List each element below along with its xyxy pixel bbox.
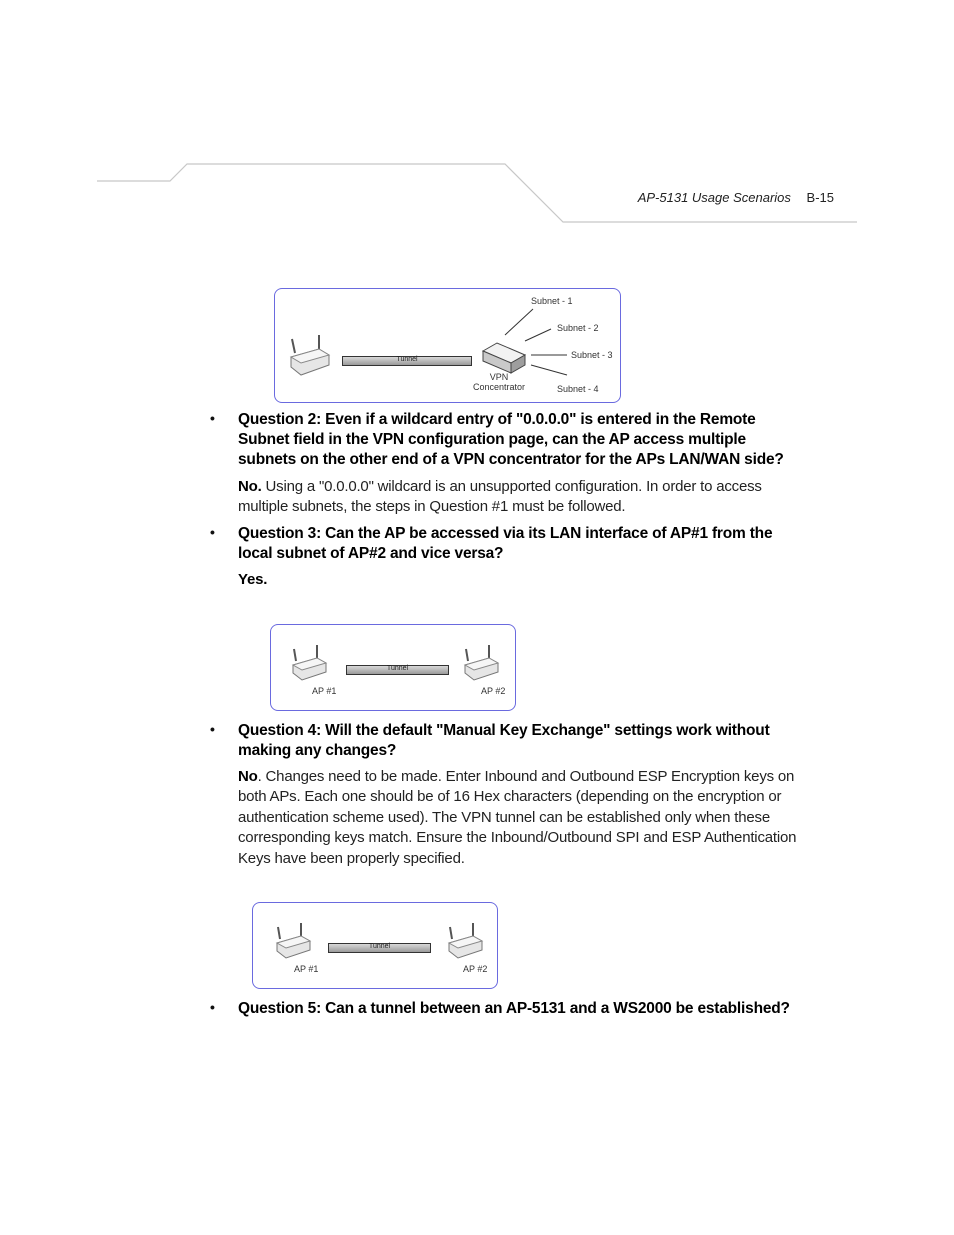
answer-3-lead: Yes. bbox=[238, 571, 268, 588]
tunnel-bar bbox=[346, 665, 449, 675]
answer-4-lead: No bbox=[238, 768, 258, 785]
access-point-icon bbox=[291, 335, 329, 375]
subnet-4-link bbox=[531, 365, 567, 375]
subnet-3-label: Subnet - 3 bbox=[571, 350, 613, 360]
subnet-2-link bbox=[525, 329, 551, 341]
answer-3 bbox=[238, 570, 808, 590]
answer-2-lead: No. bbox=[238, 478, 262, 495]
ap1-icon bbox=[277, 923, 310, 958]
tunnel-label: Tunnel bbox=[386, 665, 409, 672]
question-4: Question 4: Will the default "Manual Key Exchange" settings work without making any changes? bbox=[238, 722, 770, 759]
figure-ap-to-ap-tunnel-2 bbox=[252, 902, 498, 989]
subnet-1-label: Subnet - 1 bbox=[531, 296, 573, 306]
tunnel-bar bbox=[328, 943, 431, 953]
tunnel-label: Tunnel bbox=[368, 943, 391, 950]
vpn-label-line1: VPN bbox=[489, 372, 509, 382]
answer-4-body: . Changes need to be made. Enter Inbound and Outbound ESP Encryption keys on both APs. Each one should be of 16 Hex characters (depending on the encryption or authentication scheme used). The VPN tunnel can be established only when these corresponding keys match. Ensure the Inbound/Outbound SPI and ESP Authentication Keys have been properly specified. bbox=[238, 768, 797, 867]
header-title: AP-5131 Usage Scenarios bbox=[637, 190, 791, 205]
answer-4 bbox=[238, 767, 808, 869]
subnet-1-link bbox=[505, 309, 533, 335]
figure-ap-to-ap-tunnel bbox=[270, 624, 516, 711]
answer-2 bbox=[238, 477, 808, 518]
page-number: B-15 bbox=[806, 190, 834, 205]
ap1-icon bbox=[293, 645, 326, 680]
question-3: Question 3: Can the AP be accessed via its LAN interface of AP#1 from the local subnet of AP#2 and vice versa? bbox=[238, 525, 773, 562]
running-header bbox=[638, 190, 834, 205]
bullet: • bbox=[210, 410, 215, 426]
tunnel-bar bbox=[342, 356, 472, 366]
ap1-label: AP #1 bbox=[294, 964, 319, 974]
bullet: • bbox=[210, 721, 215, 737]
ap2-icon bbox=[449, 923, 482, 958]
vpn-label-line2: Concentrator bbox=[472, 382, 526, 392]
bullet: • bbox=[210, 524, 215, 540]
ap2-label: AP #2 bbox=[463, 964, 488, 974]
vpn-concentrator-icon bbox=[483, 343, 525, 373]
question-5: Question 5: Can a tunnel between an AP-5131 and a WS2000 be established? bbox=[238, 1000, 790, 1017]
answer-2-body: Using a "0.0.0.0" wildcard is an unsupported configuration. In order to access multiple subnets, the steps in Question #1 must be followed. bbox=[238, 478, 762, 516]
tunnel-label: Tunnel bbox=[396, 356, 418, 363]
ap2-icon bbox=[465, 645, 498, 680]
vpn-label bbox=[471, 372, 527, 392]
ap2-label: AP #2 bbox=[481, 686, 506, 696]
question-2: Question 2: Even if a wildcard entry of "0.0.0.0" is entered in the Remote Subnet field in the VPN configuration page, can the AP access multiple subnets on the other end of a VPN concentrator for the APs LAN/WAN side? bbox=[238, 411, 784, 468]
figure-vpn-concentrator bbox=[274, 288, 621, 403]
subnet-2-label: Subnet - 2 bbox=[557, 323, 599, 333]
subnet-4-label: Subnet - 4 bbox=[557, 384, 599, 394]
ap1-label: AP #1 bbox=[312, 686, 337, 696]
bullet: • bbox=[210, 999, 215, 1015]
